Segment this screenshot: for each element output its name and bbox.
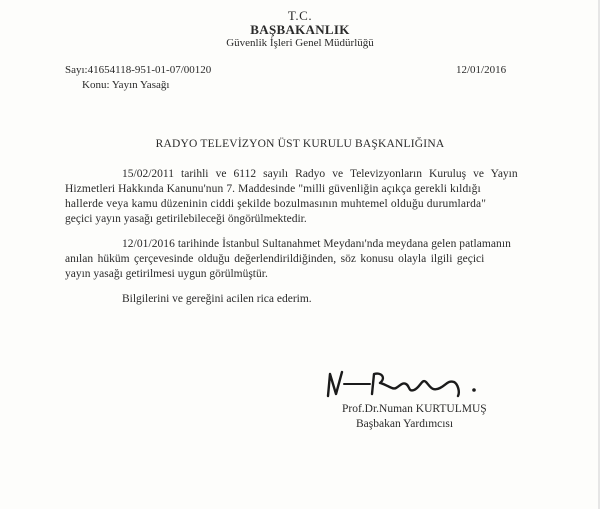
signatory-title: Başbakan Yardımcısı	[356, 418, 454, 430]
signatory-name: Prof.Dr.Numan KURTULMUŞ	[342, 403, 487, 415]
paragraph-1-line-2: Hizmetleri Hakkında Kanunu'nun 7. Maddesinde "milli güvenliğin açıkça gerekli kıldığı	[65, 183, 481, 195]
header-tc: T.C.	[287, 8, 313, 23]
paragraph-1-line-4: geçici yayın yasağı getirilebileceği öngörülmektedir.	[65, 213, 307, 225]
paragraph-2-line-3: yayın yasağı getirilmesi uygun görülmüştür.	[65, 268, 268, 280]
addressee: RADYO TELEVİZYON ÜST KURULU BAŞKANLIĞINA	[155, 138, 445, 150]
paragraph-1-line-1: 15/02/2011 tarihli ve 6112 sayılı Radyo ve Televizyonların Kuruluş ve Yayın	[122, 168, 518, 180]
paragraph-1-line-3: hallerde veya kamu düzeninin ciddi şekilde bozulmasının muhtemel olduğu durumlarda"	[65, 198, 487, 210]
handwritten-signature	[322, 368, 492, 402]
reference-number: Sayı:41654118-951-01-07/00120	[65, 64, 212, 76]
paragraph-2-line-2: anılan hüküm çerçevesinde olduğu değerlendirildiğinden, söz konusu olayla ilgili geçici	[65, 253, 485, 265]
document-date: 12/01/2016	[456, 64, 507, 76]
closing-sentence: Bilgilerini ve gereğini acilen rica ederim.	[122, 293, 312, 305]
header-institution: BAŞBAKANLIK	[250, 22, 350, 37]
subject-line: Konu: Yayın Yasağı	[82, 79, 170, 91]
header-department: Güvenlik İşleri Genel Müdürlüğü	[226, 37, 374, 49]
paragraph-2-line-1: 12/01/2016 tarihinde İstanbul Sultanahmet Meydanı'nda meydana gelen patlamanın	[122, 238, 511, 250]
